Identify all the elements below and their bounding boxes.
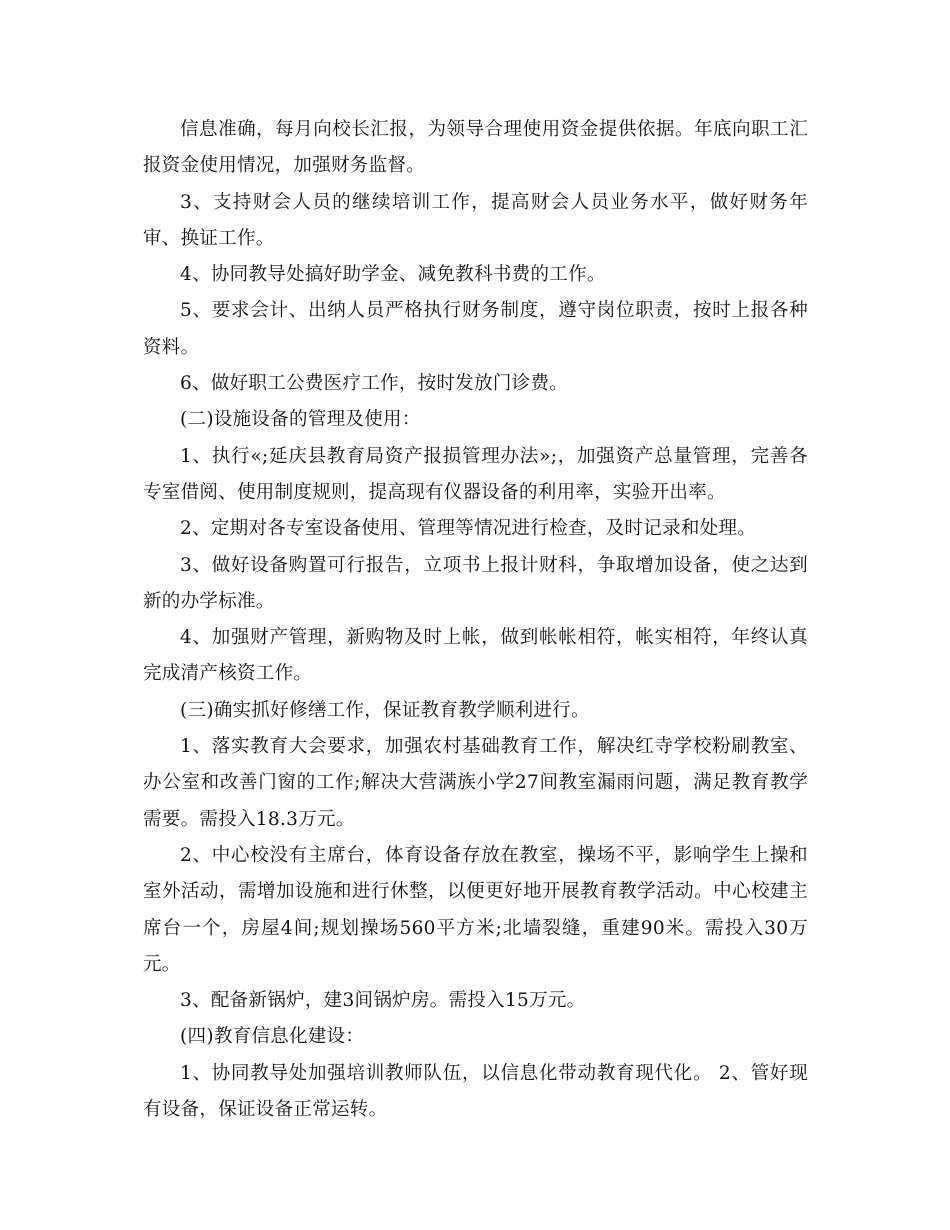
paragraph-funds-reporting: 信息准确，每月向校长汇报，为领导合理使用资金提供依据。年底向职工汇报资金使用情况，加强财务监督。	[143, 119, 808, 177]
paragraph-boiler: 3、配备新锅炉，建3间锅炉房。需投入15万元。	[180, 990, 586, 1012]
paragraph-equipment-inspection: 2、定期对各专室设备使用、管理等情况进行检查，及时记录和处理。	[180, 518, 757, 540]
section-heading-repairs: (三)确实抓好修缮工作，保证教育教学顺利进行。	[180, 699, 590, 721]
document-body	[143, 112, 808, 1128]
paragraph-accounting-training: 3、支持财会人员的继续培训工作，提高财会人员业务水平，做好财务年审、换证工作。	[143, 191, 808, 249]
paragraph-central-school-facilities: 2、中心校没有主席台，体育设备存放在教室，操场不平，影响学生上操和室外活动，需增加设施和进行休整，以便更好地开展教育教学活动。中心校建主席台一个，房屋4间;规划操场560平方米;北墙裂缝，重建90米。需投入30万元。	[143, 844, 808, 975]
section-heading-informatization: (四)教育信息化建设：	[180, 1026, 365, 1048]
paragraph-student-aid: 4、协同教导处搞好助学金、减免教科书费的工作。	[180, 264, 606, 286]
paragraph-property-management: 4、加强财产管理，新购物及时上帐，做到帐帐相符，帐实相符，年终认真完成清产核资工作。	[143, 627, 808, 685]
paragraph-school-repairs: 1、落实教育大会要求，加强农村基础教育工作，解决红寺学校粉刷教室、办公室和改善门窗的工作;解决大营满族小学27间教室漏雨问题，满足教育教学需要。需投入18.3万元。	[143, 736, 808, 830]
paragraph-asset-management: 1、执行«;延庆县教育局资产报损管理办法»;，加强资产总量管理，完善各专室借阅、使用制度规则，提高现有仪器设备的利用率，实验开出率。	[143, 445, 808, 503]
paragraph-medical-fees: 6、做好职工公费医疗工作，按时发放门诊费。	[180, 373, 569, 395]
paragraph-teacher-training: 1、协同教导处加强培训教师队伍，以信息化带动教育现代化。 2、管好现有设备，保证设备正常运转。	[143, 1062, 808, 1121]
paragraph-financial-rules: 5、要求会计、出纳人员严格执行财务制度，遵守岗位职责，按时上报各种资料。	[143, 300, 808, 358]
paragraph-equipment-purchase: 3、做好设备购置可行报告，立项书上报计财科，争取增加设备，使之达到新的办学标准。	[143, 554, 808, 612]
section-heading-facilities: (二)设施设备的管理及使用：	[180, 409, 421, 431]
